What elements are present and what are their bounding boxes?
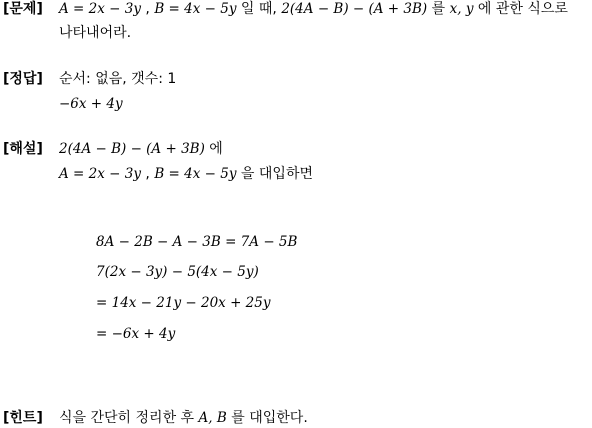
math-b-definition: B = 4x − 5y xyxy=(154,1,237,17)
explanation-line-2: A = 2x − 3y , B = 4x − 5y 을 대입하면 xyxy=(59,166,313,182)
solution-step-3: = 14x − 21y − 20x + 25y xyxy=(96,295,271,311)
problem-line-2: 나타내어라. xyxy=(59,25,132,41)
solution-step-2: 7(2x − 3y) − 5(4x − 5y) xyxy=(96,264,259,280)
math-variables: x, y xyxy=(449,1,474,17)
problem-label: [문제] xyxy=(3,1,43,17)
hint-label: [힌트] xyxy=(3,410,43,426)
problem-line-1: A = 2x − 3y , B = 4x − 5y 일 때, 2(4A − B) − (A + 3B) 를 x, y 에 관한 식으로 xyxy=(59,1,568,17)
solution-step-1: 8A − 2B − A − 3B = 7A − 5B xyxy=(96,234,298,250)
explanation-label: [해설] xyxy=(3,141,43,157)
solution-step-4: = −6x + 4y xyxy=(96,326,176,342)
answer-line-2: −6x + 4y xyxy=(59,96,123,112)
math-a-definition: A = 2x − 3y xyxy=(59,1,141,17)
math-expression: 2(4A − B) − (A + 3B) xyxy=(281,1,428,17)
hint-line: 식을 간단히 정리한 후 A, B 를 대입한다. xyxy=(59,410,308,426)
answer-line-1: 순서: 없음, 갯수: 1 xyxy=(59,71,177,87)
answer-label: [정답] xyxy=(3,71,43,87)
explanation-line-1: 2(4A − B) − (A + 3B) 에 xyxy=(59,141,223,157)
